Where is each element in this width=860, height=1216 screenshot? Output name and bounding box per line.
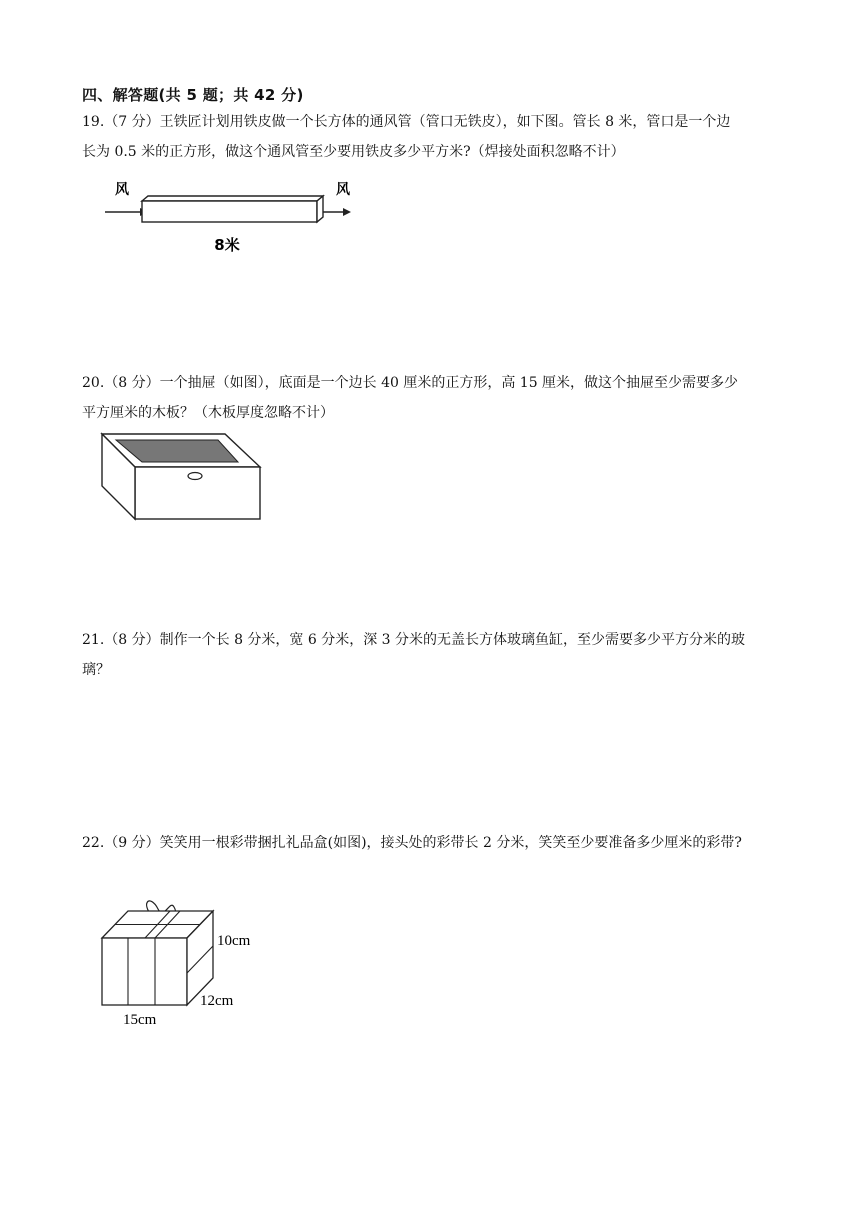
- wind-label-right: 风: [336, 182, 350, 198]
- question-19: [82, 107, 812, 167]
- wind-arrow-right-head: [343, 208, 351, 216]
- drawer-handle-hole: [188, 473, 202, 480]
- section-heading: 四、解答题(共 5 题；共 42 分): [82, 86, 304, 104]
- question-19-line1: 19.（7 分）王铁匠计划用铁皮做一个长方体的通风管（管口无铁皮），如下图。管长 8 米，管口是一个边: [82, 114, 731, 130]
- question-21-line1: 21.（8 分）制作一个长 8 分米，宽 6 分米，深 3 分米的无盖长方体玻璃鱼缸，至少需要多少平方分米的玻: [82, 632, 746, 648]
- question-19-line2: 长为 0.5 米的正方形，做这个通风管至少要用铁皮多少平方米?（焊接处面积忽略不计）: [82, 144, 625, 160]
- box-height-label: 10cm: [217, 933, 251, 949]
- question-22-line1: 22.（9 分）笑笑用一根彩带捆扎礼品盒(如图)，接头处的彩带长 2 分米，笑笑至少要准备多少厘米的彩带?: [82, 835, 742, 851]
- gift-box-figure: [98, 893, 268, 1033]
- question-20-line1: 20.（8 分）一个抽屉（如图），底面是一个边长 40 厘米的正方形，高 15 厘米，做这个抽屉至少需要多少: [82, 375, 739, 391]
- pipe-top-face: [142, 196, 323, 201]
- pipe-front-face: [142, 201, 317, 222]
- box-depth-label: 12cm: [200, 993, 234, 1009]
- question-20: [82, 368, 812, 428]
- question-21: [82, 625, 812, 685]
- pipe-end-face: [317, 196, 323, 222]
- question-22: [82, 828, 822, 858]
- question-20-line2: 平方厘米的木板？（木板厚度忽略不计）: [82, 405, 334, 421]
- question-21-line2: 璃？: [82, 662, 110, 678]
- ventilation-pipe-figure: [100, 178, 360, 258]
- wind-label-left: 风: [115, 182, 129, 198]
- drawer-figure: [100, 432, 265, 524]
- box-front-face: [102, 938, 187, 1005]
- box-width-label: 15cm: [123, 1012, 157, 1028]
- pipe-length-label: 8米: [214, 236, 240, 254]
